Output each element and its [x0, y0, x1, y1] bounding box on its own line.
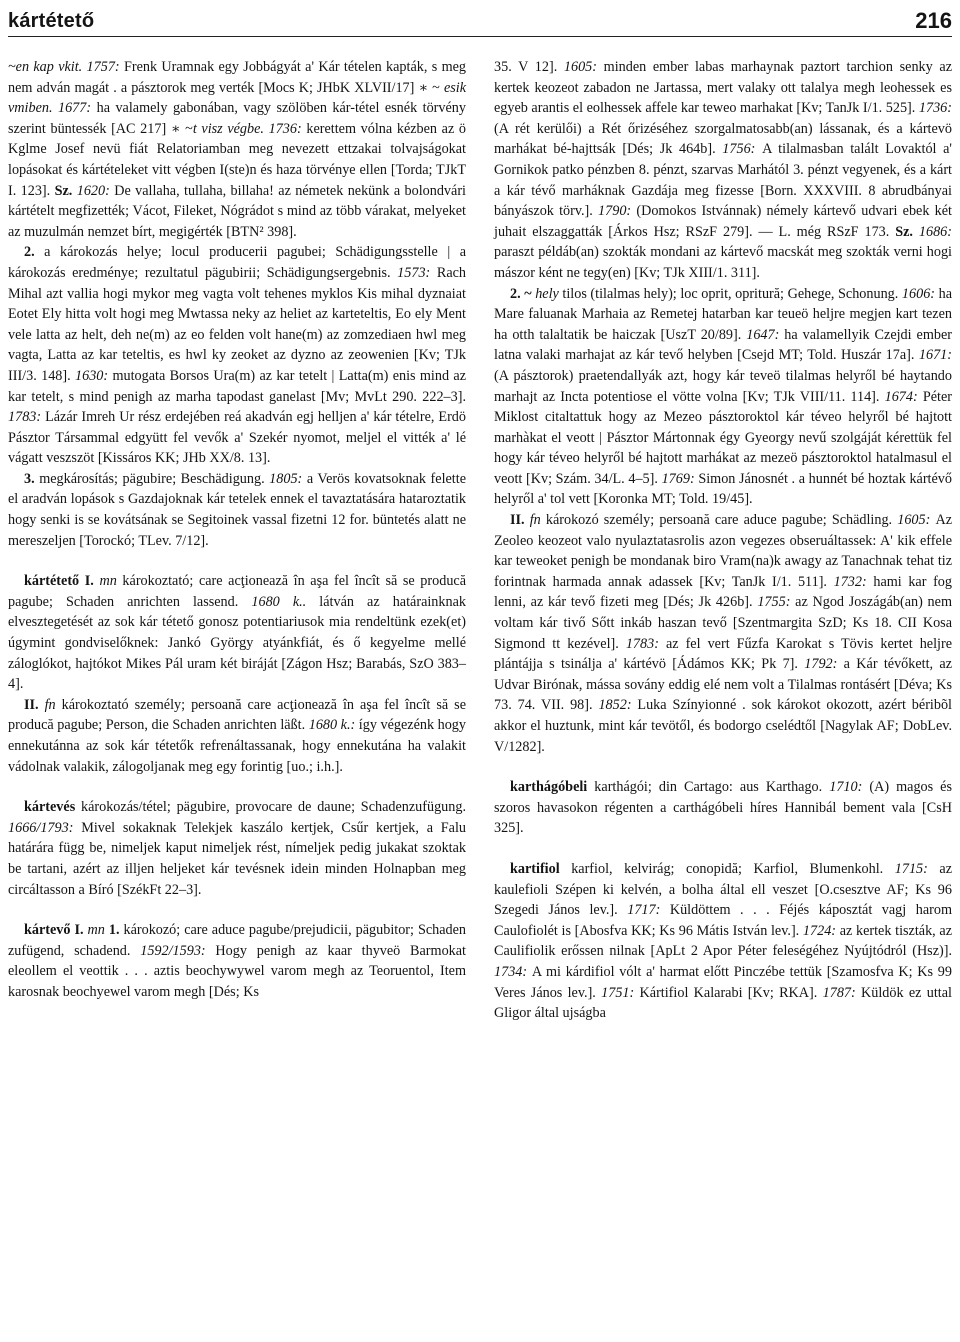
headword-or-sense-number: Sz.	[54, 182, 77, 199]
definition-text: (A pásztorok) praetendallyák azt, hogy kár teveö tilalmas helyről bé haytando marhajt az Incta potentiose el vötte volna [Kv; TJk VIII/11. 114].	[494, 367, 952, 405]
definition-text: károkozó; care aduce pagube/prejudicii, pägubitor; Schaden zufügend, schadend.	[8, 922, 467, 959]
definition-text: Az Zeoleo keozeot valo nyulaztatasrolis azon vegezes obseruáltassek: A' kik effele kar teweoket penigh be mondanak biro Vram(na)k awagy az Tanachnak tehat tiz forintnak harmada annak adassek [Kv; TanJk I/1. 511].	[494, 512, 952, 590]
entry-kartteteto-adjective	[8, 571, 466, 695]
definition-text: károkozó személy; persoană care aduce pagube; Schädling.	[545, 512, 898, 529]
date-or-grammar-label: 1783:	[8, 409, 46, 426]
definition-text: (A) magos és szoros havasokon régenten a carthágóbeli híres Hannibál bement vala [CsH 325].	[494, 779, 953, 837]
entry-kartevo-noun	[494, 510, 952, 757]
definition-text: az Ngod Joszágáb(an) nem voltam kár tivő Sőtt inkáb haszan tevő [Szentmargita SzD; Ks 18. CII Kosa Sigmond tt kezével].	[494, 594, 952, 652]
definition-text: károkozás/tétel; pägubire, provocare de daune; Schadenzufügung.	[81, 799, 466, 816]
entry-kartevo-continued	[494, 57, 952, 284]
definition-text: Lázár Imreh Ur rész erdejében reá akadván egj helljen a' kár tételre, Erdö Pásztor Társammal edgyütt fel vevők a' Szekér nyomot, meljel el vitték a' lé vágatt veszszöt [Kissáros KK; JHb XX/8. 13].	[8, 409, 466, 467]
definition-text: az kertek tiszták, az Caulifiolik erőssen nilnak [ApLt 2 Apor Péter feleségéhez Nyújtódról (Hsz)].	[494, 922, 952, 960]
definition-text: De vallaha, tullaha, billaha! az németek nekünk a bolondvári kártételt megfizették; Vácot, Fileket, Nógrádot s mind az több várakat, melyeket az muzulmán nemzet bírt, megigérték [BTN² 398].	[8, 182, 466, 240]
date-or-grammar-label: 1755:	[757, 594, 796, 611]
definition-text: Küldöttem . . . Féjés káposztát vagj harom Caulofiolét is [Abosfva KK; Ks 96 Mátis István lev.].	[494, 902, 952, 939]
date-or-grammar-label: 1790:	[598, 203, 637, 220]
date-or-grammar-label: 1606:	[901, 285, 939, 302]
definition-text: tilos (tilalmas hely); loc oprit, opritură; Gehege, Schonung.	[562, 285, 902, 302]
definition-text: károkoztató személy; persoană care acţionează în aşa fel încît să se producă pagube; Person, die Schaden anrichten läßt.	[8, 696, 466, 734]
definition-text: a károkozás helye; locul producerii pagubei; Schädigungsstelle | a károkozás eredménye; rezultatul pägubirii; Schädigungsergebnis.	[8, 244, 466, 281]
date-or-grammar-label: 1680 k.:	[308, 717, 359, 734]
date-or-grammar-label: 1573:	[397, 264, 437, 281]
definition-text: A mi kárdifiol vólt a' harmat előtt Pinczébe tettük [Szamosfva K; Ks 99 Veres János lev.].	[494, 963, 952, 1001]
entry-kartteteto-noun	[8, 695, 466, 777]
page-number: 216	[915, 8, 952, 33]
date-or-grammar-label: 1710:	[829, 779, 870, 796]
date-or-grammar-label: 1783:	[625, 635, 666, 652]
date-or-grammar-label: 1852:	[598, 697, 638, 714]
headword-or-sense-number: 3.	[24, 470, 40, 487]
definition-text: így végezénk hogy ennekutánna az sok kár tétetők refrenáltassanak, hogy ennekutána ha valakit vádolnak valakik, zálogoljanak meg egy forintig [uo.; i.h.].	[8, 717, 466, 775]
date-or-grammar-label: 1674:	[884, 388, 923, 405]
entry-kartetel-phrases	[8, 57, 466, 242]
definition-text: az fel vert Fűzfa Karokat s Tövis kertet heljre plántájja s tsinálja a' kártévö [Ádámos KK; Pk 7].	[494, 635, 952, 673]
date-or-grammar-label: 1717:	[627, 902, 670, 919]
definition-text: karfiol, kelvirág; conopidă; Karfiol, Blumenkohl.	[571, 860, 895, 877]
headword-or-sense-number: II.	[510, 512, 530, 529]
definition-text: az kaulefioli Szépen ki kelvén, a bolha által ell veszet [O.csesztve AF; Ks 96 Szegedi János lev.].	[494, 860, 952, 919]
definition-text: kerettem vólna kézben az ö Kglme Josef nevü fiát Relatoriamban meg nevezett ettzakai tolvajságokat lopásokat és kártételeket vitt végben I(ste)n és haza törvénye ellen [Torda; TJkT I. 123].	[8, 120, 467, 199]
definition-text: Küldök ez uttal Gligor által ujságba	[494, 984, 952, 1022]
definition-text: minden ember labas marhaynak paztort tarchion senky az kertek keozeot zabadon ne Jartassa, mert valaky ott talalya megh leohessek es egyeb arantis el eolhessek affele kar teweo marhakat [Kv; TanJk I/1. 525].	[494, 59, 952, 117]
date-or-grammar-label: 1769:	[661, 470, 699, 487]
definition-text: paraszt példáb(an) szokták mondani az kártevő macskát meg szokták verni hogi mászor ként ne tegy(en) [Kv; TJk XIII/1. 311].	[494, 244, 952, 281]
sense-2-karokozas-helye	[8, 242, 466, 469]
definition-text: a Kár tévőkett, az Udvar Birónak, mássa sovány eddig elé nem volt a Tilalmas rontásért [Déva; Ks 73. 74. VII. 98].	[494, 656, 952, 714]
date-or-grammar-label: 1756:	[722, 141, 763, 158]
headword-or-sense-number: 2. ~	[510, 285, 536, 302]
definition-text: ha valamely gabonában, vagy szölöben kár-tétel esnék törvény szerint büntessék [AC 217] ∗ ~	[8, 100, 466, 137]
definition-text: hami kar fog lenni, az kár tevő fizeti meg [Dés; Jk 426b].	[494, 573, 952, 611]
right-column	[494, 57, 952, 1024]
date-or-grammar-label: 1715:	[894, 860, 940, 877]
headword-or-sense-number: kártevő I.	[24, 922, 88, 939]
definition-text: 35. V 12].	[494, 59, 564, 75]
headword-or-sense-number: kártevés	[24, 799, 81, 816]
headword-or-sense-number: 2.	[24, 244, 45, 261]
headword-or-sense-number: karthágóbeli	[510, 779, 595, 796]
definition-text: látván az határainknak elvesztegetését az sok kár tétető gonosz potentiariusok mia rendeltünk ezek(et) úgymint gondviselőknek: Jankó György atyánkfiát, és ő kegyelme mellé záloglókot, hajtókot Mikes Pál uram két biráját [Zágon Hsz; Barabás, SzO 383–4].	[8, 593, 466, 693]
date-or-grammar-label: 1666/1793:	[8, 819, 82, 836]
headword-or-sense-number: Sz.	[895, 223, 919, 240]
definition-text: Rach Mihal azt vallia hogi mykor meg vagta volt tehenes myklos Kis mihal dyznaiat Eotet Ely hitta volt hogi meg Mwtassa neky az heliet az karteteltis, Eo ely Ment vele latta az helt, deh ne(m) az eo felden volt hane(m) az zomzediaen hwl meg vagta, Latta az kar teteltis, es hwl ky zeoket az dyzno az zeowenien [Kv; TJk III/3. 148].	[8, 264, 467, 384]
definition-text: Luka Színyionné . sok károkot okozott, azért béribõl akkor el huztunk, mint kár tevötől, és bodorgo cselédtől [Nagylak AF; DobLev. V/1282].	[494, 697, 952, 755]
date-or-grammar-label: 1751:	[601, 984, 640, 1001]
date-or-grammar-label: fn	[44, 696, 62, 713]
date-or-grammar-label: 1671:	[918, 347, 952, 364]
date-or-grammar-label: 1680 k..	[251, 593, 320, 610]
definition-text: mutogata Borsos Ura(m) az kar tetelt | Latta(m) enis mind az kar tetelt, s mind penigh az marha tapodast ganelast [Mv; MvLt 290. 222–3].	[8, 367, 466, 405]
date-or-grammar-label: 1787:	[822, 984, 862, 1001]
sense-3-megkarositas	[8, 469, 466, 551]
headword-or-sense-number: II.	[24, 696, 45, 713]
date-or-grammar-label: 1732:	[833, 573, 874, 590]
headword-or-sense-number: kártétető I.	[24, 573, 100, 590]
definition-text: ha Mare faluanak Marhaia az Remetej hatarban kar teueö heljre megjen kart tezen ha otth talaltatik be haiczak [UszT 20/89].	[494, 285, 952, 343]
date-or-grammar-label: 1605:	[897, 512, 936, 529]
entry-karthagobeli	[494, 777, 952, 839]
definition-text: Hogy penigh az kaar thyveö Barmokat eleollem el veottik . . . aztis beochywywel varom megh az Teoruentol, Item karosnak beochyewel varom megh [Dés; Ks	[8, 942, 466, 1000]
date-or-grammar-label: fn	[529, 512, 546, 529]
date-or-grammar-label: 1592/1593:	[140, 942, 216, 959]
definition-text: ha valamellyik Czejdi ember latna valaki marhajat az kár tevő helyben [Csejd MT; Told. Huszár 17a].	[494, 326, 952, 364]
date-or-grammar-label: 1805:	[269, 470, 307, 487]
entry-kartteves	[8, 797, 466, 900]
date-or-grammar-label: 1736:	[918, 100, 952, 117]
date-or-grammar-label: 1620:	[76, 182, 115, 199]
date-or-grammar-label: 1630:	[75, 367, 113, 384]
date-or-grammar-label: 1647:	[746, 326, 785, 343]
headword-or-sense-number: kartifiol	[510, 860, 572, 877]
date-or-grammar-label: 1792:	[804, 656, 844, 673]
headword-or-sense-number: 1.	[108, 922, 124, 939]
definition-text: (Domokos Istvánnak) némely kártevő udvari ebek két juhait elszaggatták [Árkos Hsz; RSzF 279]. — L. még RSzF 173.	[494, 203, 952, 240]
definition-text: Simon Jánosnét . a hunnét bé hoztak kártévő helyről a' tol vett [Koronka MT; Told. 19/45].	[494, 470, 952, 508]
definition-text: A tilalmasban talált Lovaktól a' Gornikok patko pénzben 8. pénzt, szarvas Marhától 3. pénzt vegyenek, és a kárt a kár tévő marháknak Gazdája meg fizesse [Born. XXXVIII. 8 abrudbányai bányászok törv.].	[494, 141, 952, 220]
definition-text: Mivel sokaknak Telekjek kaszálo kertjek, Csűr kertjek, a Falu határára függ be, nimeljek kaput nimeljek rést, nímeljek pedig jukakat szoktak be tartani, azért az illjen heljeket kár tevésnek idein minden Holnapban meg circáltasson a Bíró [SzékFt 22–3].	[8, 819, 467, 898]
date-or-grammar-label: mn	[99, 573, 123, 590]
date-or-grammar-label: mn	[87, 922, 109, 939]
date-or-grammar-label: ~en kap vkit. 1757:	[8, 59, 124, 75]
left-column	[8, 57, 466, 1024]
entry-kartifiol	[494, 859, 952, 1024]
definition-text: (A rét kerülői) a Rét őrizéséhez szorgalmatosabb(an) lássanak, és a kártevö marhákat bé-hajttsák [Dés; Jk 464b].	[494, 120, 952, 158]
definition-text: karthágói; din Cartago: aus Karthago.	[594, 779, 830, 796]
running-head-word: kártétető	[8, 10, 95, 32]
two-column-body	[8, 57, 952, 1024]
date-or-grammar-label: 1605:	[563, 59, 604, 75]
entry-kartevo	[8, 920, 466, 1002]
definition-text: Péter Miklost citaltattuk hogy az Mezeo pásztoroktol kár téveo helyről bé hajtott marhàkat el veott | Pásztor Mártonnak égy Gyeorgy nevű szolgáját kérettük fel hogy kár téveo helyről bé hajtott marhákat az mezeö pásztoroktol hatalmasul el veott [Kv; Szám. 34/L. 4–5].	[494, 388, 953, 487]
date-or-grammar-label: t visz végbe. 1736:	[192, 120, 307, 137]
definition-text: károkoztató; care acţionează în aşa fel încît să se producă pagube; Schaden anrichten lassend.	[8, 573, 467, 610]
definition-text: Frenk Uramnak egy Jobbágyát a' Kár tételen kapták, s meg nem adván magát . a pásztorok meg verték [Mocs K; JHbK XLVII/17] ∗ ~	[8, 59, 466, 96]
definition-text: Kártifiol Kalarabi [Kv; RKA].	[639, 984, 823, 1001]
date-or-grammar-label: hely	[535, 285, 563, 302]
date-or-grammar-label: esik vmiben. 1677:	[8, 79, 466, 117]
date-or-grammar-label: 1686:	[918, 223, 952, 240]
page-header	[8, 6, 952, 37]
definition-text: megkárosítás; pägubire; Beschädigung.	[39, 470, 270, 487]
date-or-grammar-label: 1734:	[494, 963, 532, 980]
definition-text: a Verös kovatsoknak felette el aradván lopások s Gazdajoknak kár tetelek ennek el tavaztatására hataroztatik hogy senki is se kovátsának se Segitoinek vassal fizetni 12 for. büntetés alatt ne mereszeljen [Torockó; TLev. 7/12].	[8, 470, 466, 549]
date-or-grammar-label: 1724:	[802, 922, 840, 939]
sense-2-kartevo-hely	[494, 284, 952, 511]
